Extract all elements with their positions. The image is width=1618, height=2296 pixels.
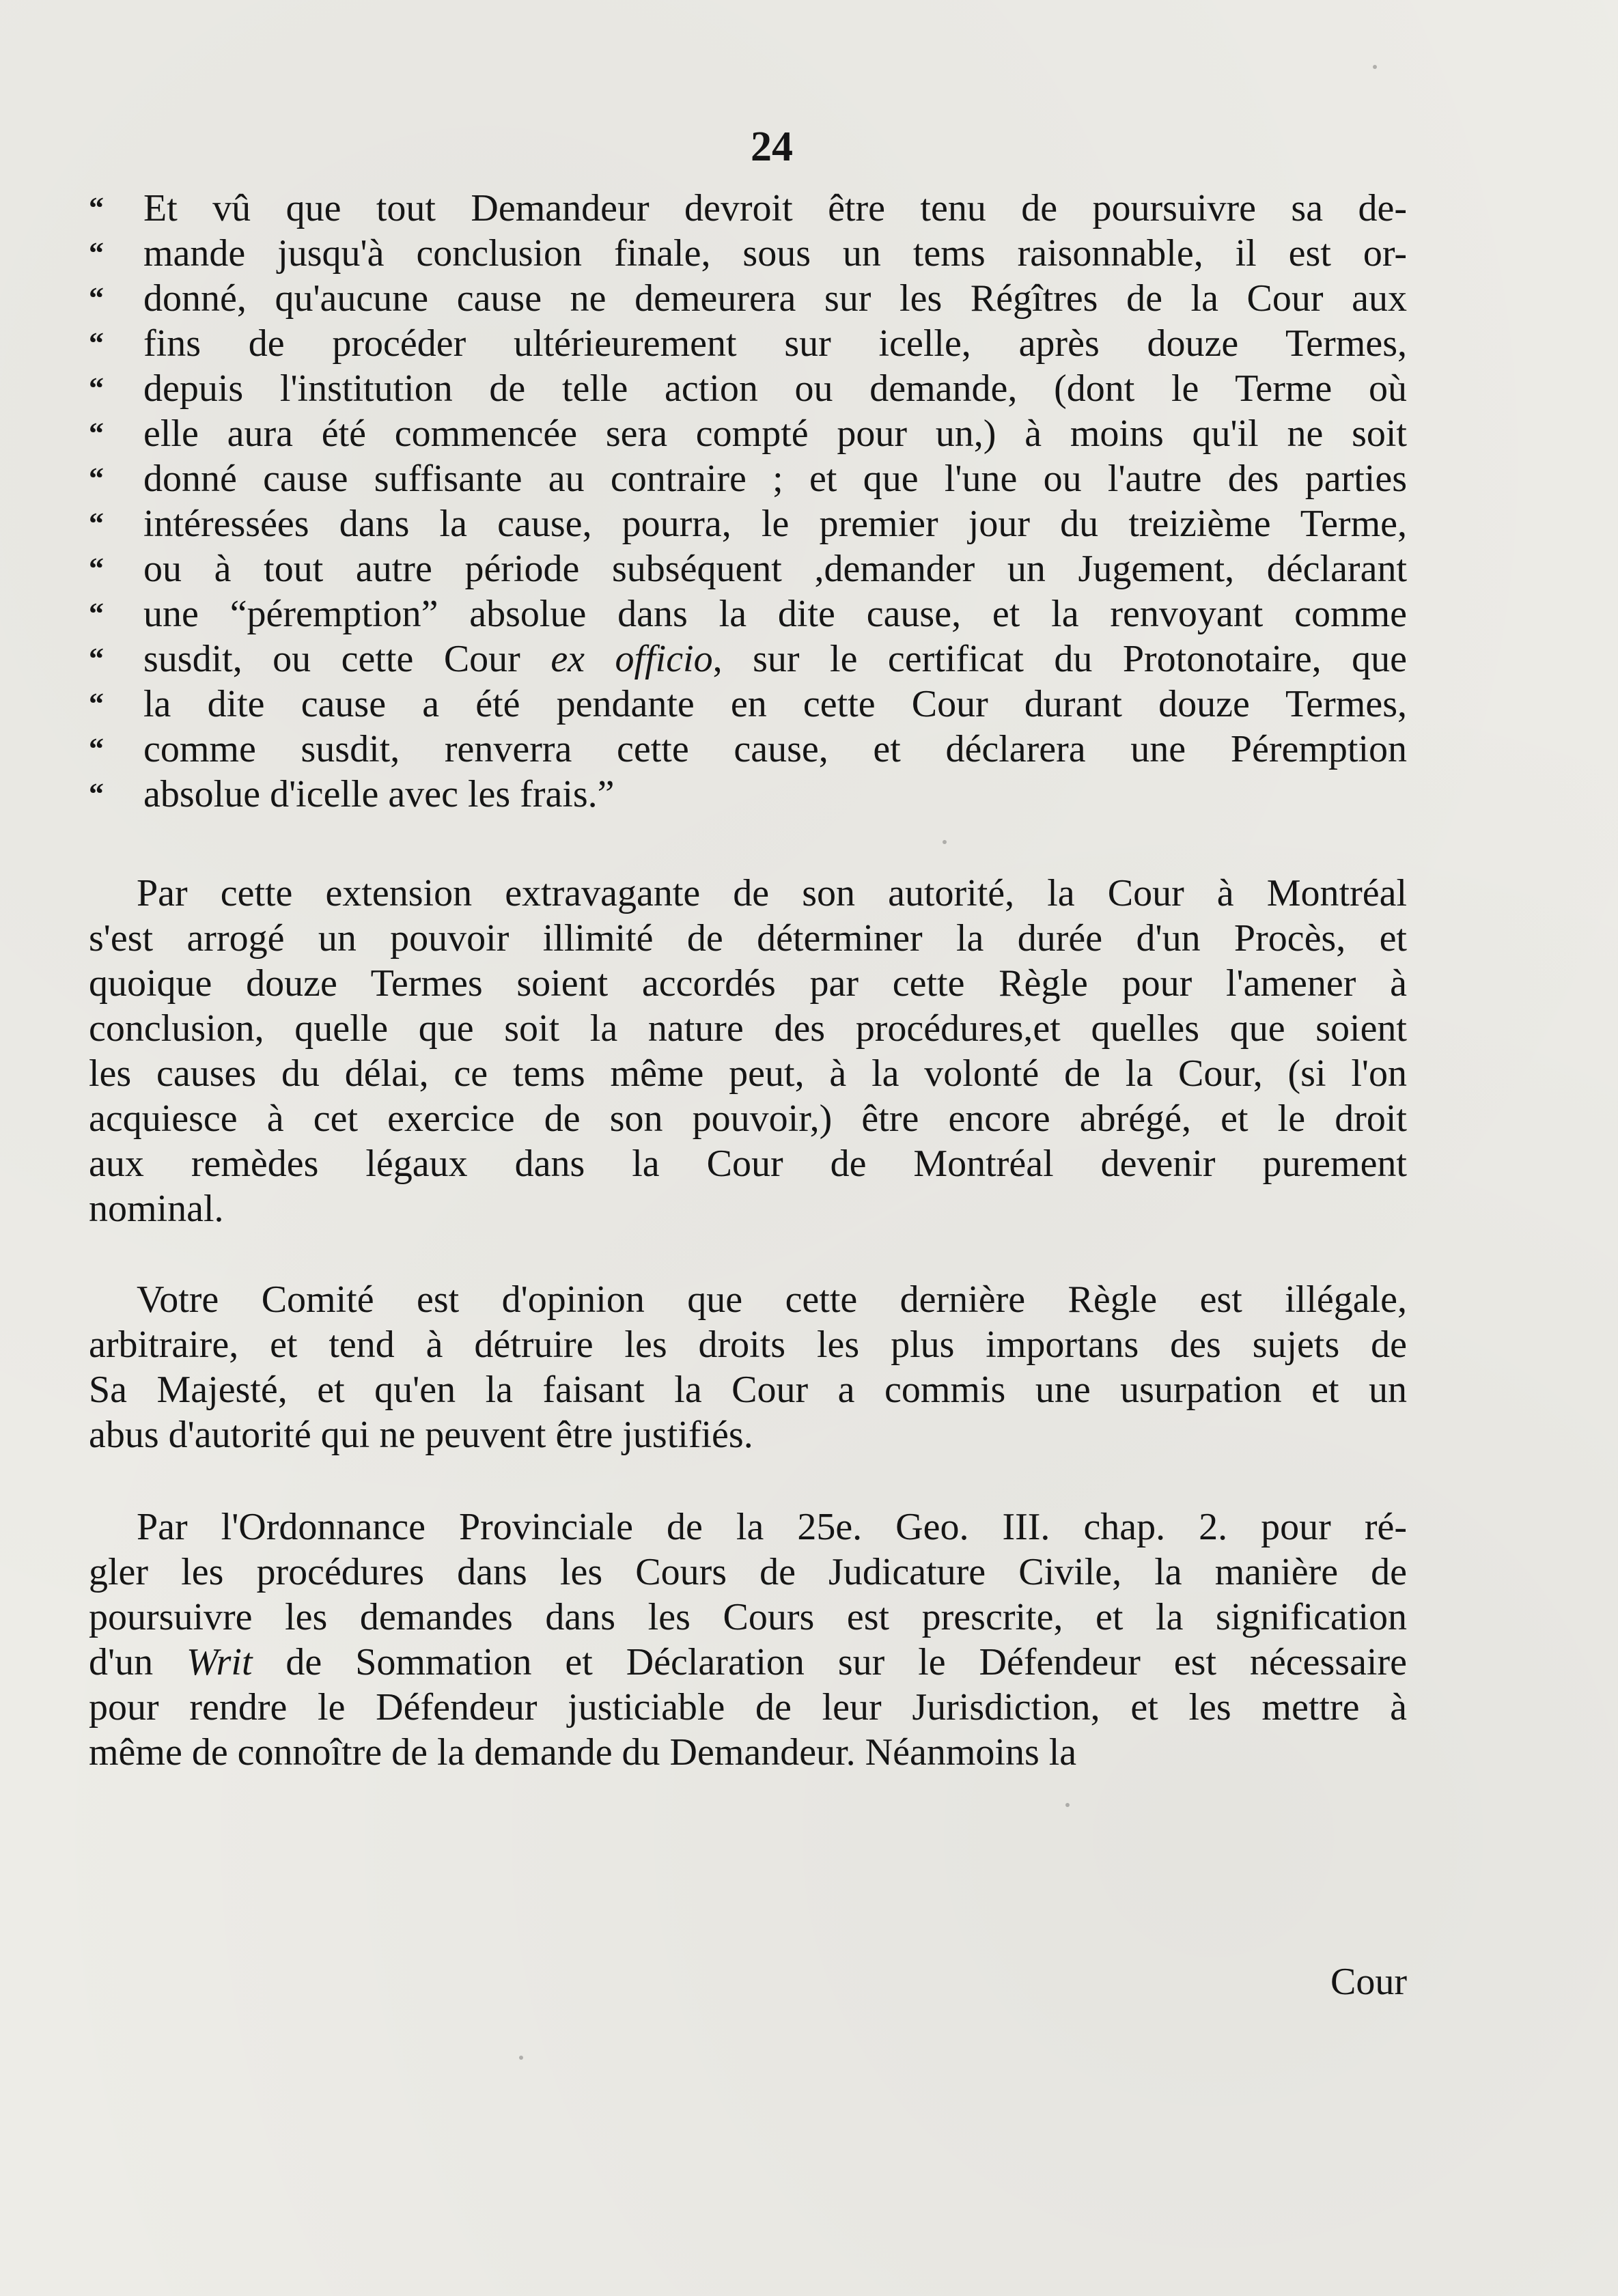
- catchword: Cour: [1330, 1961, 1407, 2003]
- quote-mark: “: [89, 372, 104, 405]
- quote-mark: “: [89, 732, 104, 766]
- quote-mark: “: [89, 642, 104, 675]
- quote-line-text: fins de procéder ultérieurement sur icelle, après douze Termes,: [143, 322, 1407, 365]
- paragraph-line: Sa Majesté, et qu'en la faisant la Cour a commis une usurpation et un: [89, 1369, 1407, 1411]
- paragraph-line: les causes du délai, ce tems même peut, à la volonté de la Cour, (si l'on: [89, 1052, 1407, 1095]
- quote-line-text: ou à tout autre période subséquent ,demander un Jugement, déclarant: [143, 548, 1407, 590]
- quote-line: [89, 231, 1407, 276]
- paragraph-line: nominal.: [89, 1188, 224, 1230]
- paragraph-line: s'est arrogé un pouvoir illimité de déterminer la durée d'un Procès, et: [89, 917, 1407, 960]
- paragraph-line: pour rendre le Défendeur justiciable de leur Jurisdiction, et les mettre à: [89, 1686, 1407, 1728]
- paragraph-committee-opinion: [89, 1277, 1407, 1457]
- paper-speck: [943, 840, 947, 844]
- quote-line-text: susdit, ou cette Cour ex officio, sur le certificat du Protonotaire, que: [143, 638, 1407, 680]
- quote-line-text: depuis l'institution de telle action ou demande, (dont le Terme où: [143, 367, 1407, 410]
- paragraph-line: d'un Writ de Sommation et Déclaration sur le Défendeur est nécessaire: [89, 1641, 1407, 1683]
- paper-speck: [1065, 1803, 1070, 1807]
- paper-speck: [1373, 65, 1377, 69]
- quote-mark: “: [89, 191, 104, 225]
- quote-line-text: donné, qu'aucune cause ne demeurera sur les Régîtres de la Cour aux: [143, 277, 1407, 320]
- paragraph-line: quoique douze Termes soient accordés par cette Règle pour l'amener à: [89, 962, 1407, 1005]
- quote-mark: “: [89, 326, 104, 360]
- quote-line: [89, 772, 1407, 817]
- paragraph-line: même de connoître de la demande du Demandeur. Néanmoins la: [89, 1731, 1077, 1774]
- quote-mark: “: [89, 687, 104, 720]
- quote-line: [89, 411, 1407, 456]
- quote-line: [89, 276, 1407, 321]
- quote-line: [89, 546, 1407, 591]
- page-number: 24: [751, 124, 793, 170]
- quote-mark: “: [89, 462, 104, 495]
- paragraph-line: arbitraire, et tend à détruire les droits les plus importans des sujets de: [89, 1324, 1407, 1366]
- quote-line: [89, 727, 1407, 772]
- quote-line-text: mande jusqu'à conclusion finale, sous un tems raisonnable, il est or-: [143, 232, 1407, 275]
- paragraph-line: conclusion, quelle que soit la nature des procédures,et quelles que soient: [89, 1007, 1407, 1050]
- paragraph-line: acquiesce à cet exercice de son pouvoir,) être encore abrégé, et le droit: [89, 1097, 1407, 1140]
- quote-line: [89, 501, 1407, 546]
- quote-line-text: elle aura été commencée sera compté pour un,) à moins qu'il ne soit: [143, 412, 1407, 455]
- paragraph-line: Par cette extension extravagante de son autorité, la Cour à Montréal: [137, 872, 1407, 914]
- quote-line-text: une “péremption” absolue dans la dite cause, et la renvoyant comme: [143, 593, 1407, 635]
- quote-line-text: comme susdit, renverra cette cause, et déclarera une Péremption: [143, 728, 1407, 770]
- quote-mark: “: [89, 281, 104, 315]
- quote-mark: “: [89, 552, 104, 585]
- quote-line: [89, 591, 1407, 636]
- paragraph-line: aux remèdes légaux dans la Cour de Montréal devenir purement: [89, 1143, 1407, 1185]
- quote-mark: “: [89, 597, 104, 630]
- quote-mark: “: [89, 236, 104, 270]
- paragraph-line: Votre Comité est d'opinion que cette dernière Règle est illégale,: [137, 1278, 1407, 1321]
- quote-line-text: absolue d'icelle avec les frais.”: [143, 773, 615, 815]
- quote-line: [89, 682, 1407, 727]
- quote-line-text: la dite cause a été pendante en cette Cour durant douze Termes,: [143, 683, 1407, 725]
- quoted-rule-block: [89, 186, 1407, 817]
- paragraph-line: abus d'autorité qui ne peuvent être justifiés.: [89, 1414, 753, 1456]
- paper-speck: [519, 2056, 523, 2060]
- paragraph-line: poursuivre les demandes dans les Cours est prescrite, et la signification: [89, 1596, 1407, 1638]
- quote-mark: “: [89, 777, 104, 811]
- quote-line: [89, 456, 1407, 501]
- quote-line: [89, 321, 1407, 366]
- paragraph-provincial-ordinance: [89, 1504, 1407, 1775]
- quote-line-text: donné cause suffisante au contraire ; et que l'une ou l'autre des parties: [143, 458, 1407, 500]
- quote-line-text: Et vû que tout Demandeur devroit être tenu de poursuivre sa de-: [143, 187, 1407, 229]
- paragraph-line: gler les procédures dans les Cours de Judicature Civile, la manière de: [89, 1551, 1407, 1593]
- paragraph-line: Par l'Ordonnance Provinciale de la 25e. Geo. III. chap. 2. pour ré-: [137, 1506, 1407, 1548]
- quote-line: [89, 366, 1407, 411]
- quote-line-text: intéressées dans la cause, pourra, le premier jour du treizième Terme,: [143, 503, 1407, 545]
- quote-mark: “: [89, 507, 104, 540]
- quote-line: [89, 636, 1407, 682]
- quote-mark: “: [89, 417, 104, 450]
- paragraph-extension-authority: [89, 871, 1407, 1231]
- quote-line: [89, 186, 1407, 231]
